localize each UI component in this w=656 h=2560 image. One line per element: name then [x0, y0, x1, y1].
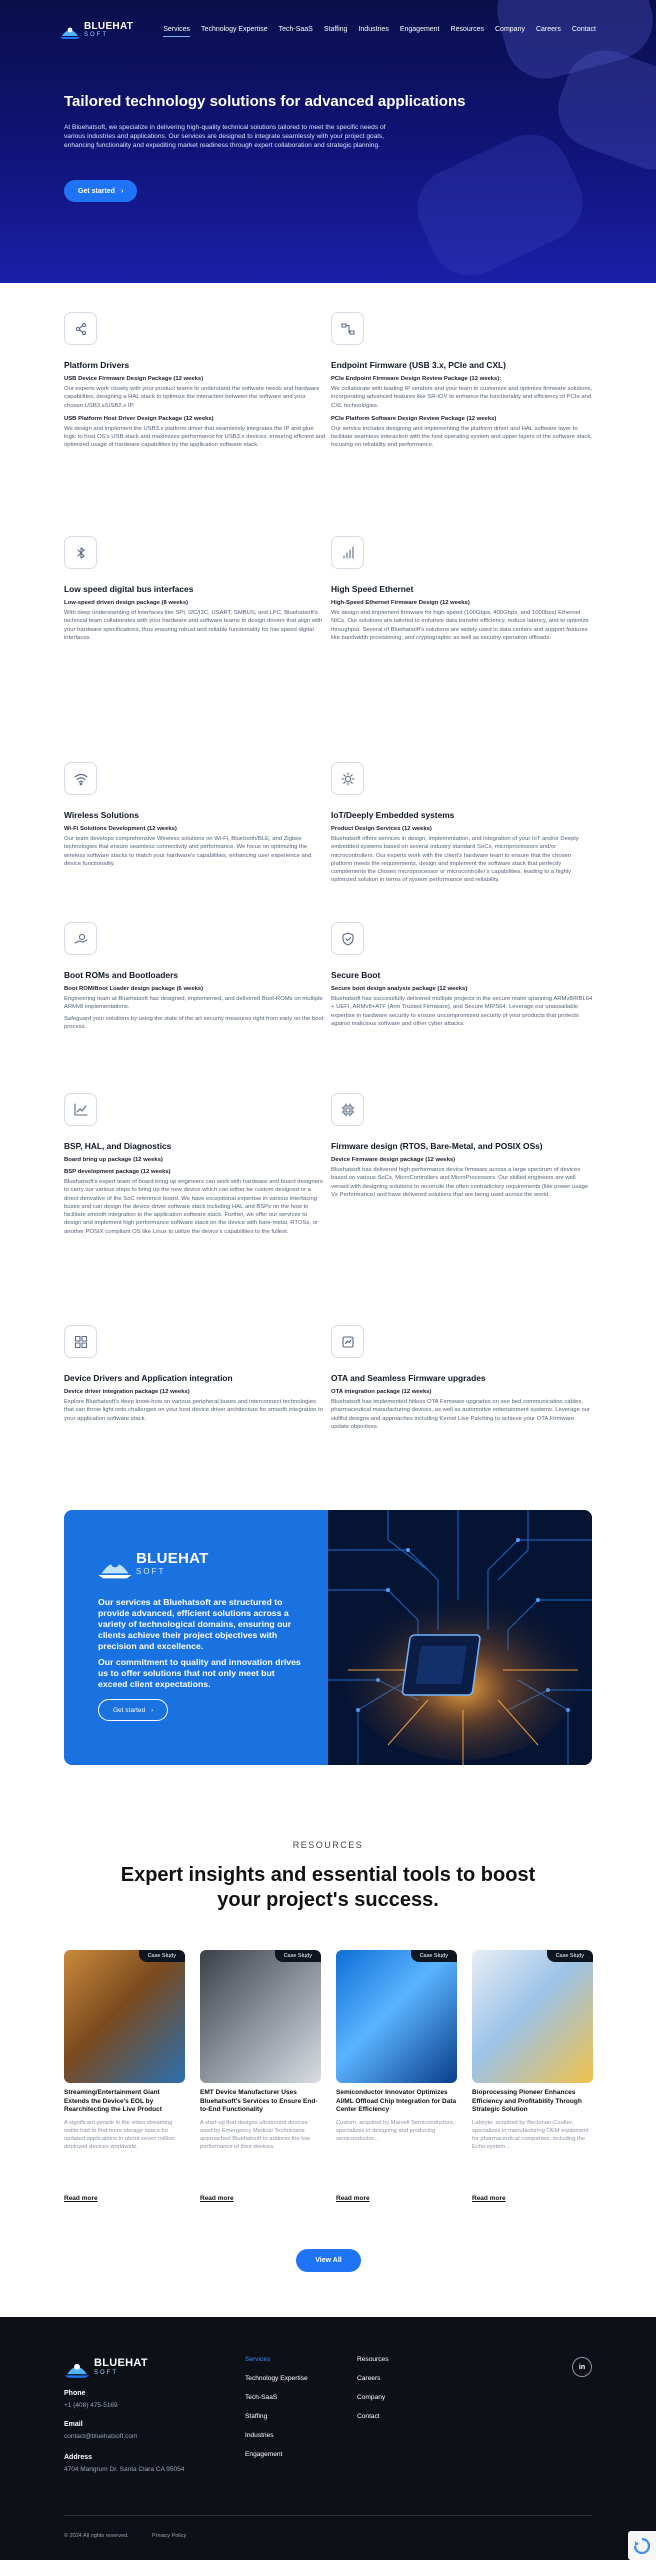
read-more-link[interactable]: Read more	[200, 2195, 234, 2202]
case-study-card[interactable]	[336, 1950, 457, 2202]
case-study-title[interactable]: EMT Device Manufacturer Uses Bluehatsoft's Services to Ensure End-to-End Functionality	[200, 2089, 318, 2113]
case-study-title[interactable]: Semiconductor Innovator Optimizes AI/ML Offload Chip Integration for Data Center Efficiency	[336, 2089, 457, 2113]
service-title: Boot ROMs and Bootloaders	[64, 970, 178, 980]
bluehat-logo-icon	[64, 2357, 90, 2379]
hero-decor-shape	[404, 121, 595, 283]
service-title: Endpoint Firmware (USB 3.x, PCIe and CXL)	[331, 360, 506, 370]
service-title: BSP, HAL, and Diagnostics	[64, 1141, 172, 1151]
nav-item-technology-expertise[interactable]: Technology Expertise	[201, 25, 268, 33]
brand-name: BLUEHAT	[84, 21, 134, 32]
footer-link-contact[interactable]: Contact	[357, 2413, 380, 2420]
email-value[interactable]: contact@bluehatsoft.com	[64, 2433, 138, 2440]
service-description: Our service includes designing and implementing the platform driver and HAL software layer to facilitate seamless interaction with the host operating system and upper layers of the software stack, focusing on reliability and performance.	[331, 425, 592, 449]
main-menu	[163, 26, 596, 37]
service-title: Wireless Solutions	[64, 810, 139, 820]
update-icon	[331, 1325, 364, 1358]
footer-nav-col-2	[357, 2356, 389, 2432]
nav-item-staffing[interactable]: Staffing	[323, 25, 348, 33]
button-label: View All	[315, 2257, 342, 2264]
hero-section	[0, 0, 656, 283]
service-description: We design and implement firmware for high-speed (100Gbps, 400Gbps, and 1000bps) Ethernet NICs. Our solutions are tailored to enhance data transfer efficiency, reduce latency, and to optimize throughput. Several of Bluehatsoft's solutions are widely used in data centers and support features like bandwidth provisioning, and cryptographic as well as security operation offloads.	[331, 610, 589, 641]
button-label: Get started	[113, 1706, 146, 1714]
footer-link-company[interactable]: Company	[357, 2394, 386, 2401]
banner-text-2: Our commitment to quality and innovation drives us to offer solutions that not only meet but exceed client expectations.	[98, 1657, 301, 1689]
bluehat-logo-icon	[98, 1550, 132, 1580]
service-card	[64, 922, 326, 1031]
service-card	[331, 1093, 593, 1199]
service-package-title: BSP development package (12 weeks)	[64, 1169, 171, 1175]
footer-divider	[64, 2515, 592, 2516]
grid-icon	[64, 1325, 97, 1358]
case-study-excerpt: Custom, acquired by Marvell Semiconductors, specializes in designing and producing semiconductor...	[336, 2119, 455, 2142]
service-package-title: Secure boot design analysis package (12 weeks)	[331, 986, 468, 992]
nav-item-contact[interactable]: Contact	[571, 25, 596, 33]
service-package-title: OTA integration package (12 weeks)	[331, 1389, 432, 1395]
top-nav	[60, 20, 596, 42]
flow-icon	[331, 312, 364, 345]
case-study-card[interactable]	[472, 1950, 593, 2202]
service-description: Explore Bluehatsoft's deep know-how on various peripheral buses and interconnect technologies that can throw light onto challenges on your host device driver architecture for smooth integration to your application software stack.	[64, 1399, 324, 1422]
service-package-title: Boot ROM/Boot Loader design package (6 weeks)	[64, 986, 204, 992]
case-study-card[interactable]	[64, 1950, 185, 2202]
service-card	[331, 536, 593, 642]
banner-logo	[98, 1550, 209, 1580]
service-description: Safeguard your solutions by using the state of the art security measures right from early on the boot process.	[64, 1015, 324, 1030]
brand-name: BLUEHAT	[94, 2357, 148, 2369]
email-label: Email	[64, 2421, 83, 2428]
banner-get-started-button[interactable]	[98, 1699, 168, 1721]
service-package-title: Device Firmware design package (12 weeks)	[331, 1157, 456, 1163]
chart-line-icon	[64, 1093, 97, 1126]
case-study-card[interactable]	[200, 1950, 321, 2202]
service-title: Firmware design (RTOS, Bare-Metal, and POSIX OSs)	[331, 1141, 543, 1151]
service-card	[331, 1325, 593, 1431]
case-study-title[interactable]: Streaming/Entertainment Giant Extends the Device's EOL by Rearchitecting the Live Product	[64, 2089, 162, 2113]
service-package-title: USB Platform Host Driver Design Package (12 weeks)	[64, 415, 214, 422]
nav-item-tech-saas[interactable]: Tech-SaaS	[278, 25, 313, 33]
footer-logo[interactable]	[64, 2357, 148, 2379]
case-study-excerpt: A start-up that designs ultrasound devices used by Emergency Medical Technicians approached Bluehatsoft to address the low performance of their devices.	[200, 2119, 310, 2150]
service-title: Secure Boot	[331, 970, 381, 980]
read-more-link[interactable]: Read more	[472, 2195, 506, 2202]
service-description: Engineering team at Bluehatsoft has designed, implemented, and delivered Boot-ROMs on multiple ARMv8 implementations.	[64, 996, 323, 1011]
service-card	[331, 922, 593, 1028]
recaptcha-badge[interactable]	[628, 2531, 656, 2560]
service-package-title: PCIe Platform Software Design Review Package (12 weeks)	[331, 415, 497, 422]
footer-link-resources[interactable]: Resources	[357, 2356, 389, 2363]
cta-banner	[64, 1510, 592, 1765]
chevron-right-icon: ›	[120, 187, 124, 195]
footer-link-staffing[interactable]: Staffing	[245, 2413, 268, 2420]
privacy-policy-link[interactable]: Privacy Policy	[152, 2533, 187, 2539]
case-study-image	[200, 1950, 321, 2083]
nav-item-services[interactable]: Services	[163, 26, 190, 37]
service-card	[331, 312, 593, 450]
recaptcha-icon	[634, 2538, 650, 2554]
nav-item-resources[interactable]: Resources	[450, 25, 484, 33]
signal-bars-icon	[331, 536, 364, 569]
service-description: We collaborate with leading IP vendors and your team to customize and optimize firmware solutions, incorporating advanced features like SR-IOV to enhance the functionality and efficiency of PCIe and CXL technologies.	[331, 386, 593, 409]
footer-link-careers[interactable]: Careers	[357, 2375, 381, 2382]
nav-item-careers[interactable]: Careers	[535, 25, 561, 33]
gear-hand-icon	[64, 922, 97, 955]
hero-title: Tailored technology solutions for advanced applications	[64, 93, 466, 110]
case-study-badge: Case Study	[547, 1950, 593, 1962]
nav-item-industries[interactable]: Industries	[358, 25, 389, 33]
wifi-icon	[64, 762, 97, 795]
service-title: IoT/Deeply Embedded systems	[331, 810, 455, 820]
shield-check-icon	[331, 922, 364, 955]
brand-logo[interactable]	[60, 22, 133, 40]
chevron-right-icon: ›	[151, 1706, 154, 1714]
chip-icon	[331, 1093, 364, 1126]
service-package-title: Product Design Services (12 weeks)	[331, 826, 432, 832]
address-value: 4704 Mangrum Dr. Santa Clara CA 95054	[64, 2466, 185, 2473]
phone-label: Phone	[64, 2390, 86, 2397]
case-study-badge: Case Study	[275, 1950, 321, 1962]
read-more-link[interactable]: Read more	[336, 2195, 370, 2202]
case-study-badge: Case Study	[411, 1950, 457, 1962]
service-description: With deep understanding of interfaces like SPI, I2C/I3C, USART, SMBUS, and LPC, Bluehatsoft's technical team collaborates with your hardware and software teams to design drivers that align with your hardware specifications, thus ensuring robust and reliable functionality for low speed digital interfaces.	[64, 610, 323, 641]
bluetooth-icon	[64, 536, 97, 569]
service-package-title: Wi-Fi Solutions Development (12 weeks)	[64, 826, 177, 832]
service-package-title: PCIe Endpoint Firmware Design Review Package (12 weeks):	[331, 376, 502, 382]
service-description: Bluehatsoft has successfully delivered multiple projects in the secure realm spanning ARMv8/RBL64 + UEFI, ARMv8+ATF (Arm Trusted Firmware), and Secure MIPS64. Leverage our unassailable expertise in hardware security to ensure uncompromised security of your products that protects against malicious software and other cyber attacks.	[331, 996, 593, 1027]
banner-text-1: Our services at Bluehatsoft are structured to provide advanced, efficient solutions across a variety of technological domains, ensuring our clients achieve their project objectives with precision and excellence.	[98, 1597, 292, 1651]
service-card	[64, 1093, 326, 1236]
phone-value[interactable]: +1 (408) 475-5169	[64, 2402, 118, 2409]
service-description: Our team develops comprehensive Wireless solutions on Wi-Fi, Bluetooth/BLE, and Zigbee technologies that ensure seamless connectivity and performance. We focus on optimizing the wireless software stacks to match your hardware's capabilities, enhancing user experience and device functionality.	[64, 836, 312, 867]
footer-link-tech-saas[interactable]: Tech-SaaS	[245, 2394, 278, 2401]
service-description: Bluehatsoft has delivered high performance device firmware across a large spectrum of devices based on various SoCs, MicroControllers and MicroProcessors. Our skilled engineers are well versed with designing solutions to reconcile the often contradictory requirements (like power usage Vs Performance) and have delivered solutions that are being used across the world.	[331, 1167, 589, 1198]
service-card	[64, 312, 326, 450]
footer-nav-col-1	[245, 2356, 308, 2470]
service-title: OTA and Seamless Firmware upgrades	[331, 1373, 486, 1383]
footer	[0, 2317, 656, 2560]
service-description: Bluehatsoft offers services in design, implementation, and integration of your IoT and/or Deeply embedded systems based on several industry standard SoCs, microprocessors and/or microcontrollers. Our experts work with the client's hardware team to ensure that the chosen platform meets the requirements, design and implement the software stack that perfectly complements the chosen microprocessor or microcontroller's capabilities, leading to a highly optimized solution in terms of system performance and reliability.	[331, 836, 579, 884]
nav-item-engagement[interactable]: Engagement	[399, 25, 440, 33]
service-description: Our experts work closely with your product teams to understand the software needs and hardware capabilities, designing a HAL stack to optimize the interaction between the software and your chosen USB3.x/USB2.x IP.	[64, 386, 320, 409]
case-study-image	[472, 1950, 593, 2083]
service-description: Bluehatsoft's expert team of board bring up engineers can work with hardware and board designers to carry our various steps to bring up the new device which can either be custom designed or a direct derivative of the SoC reference board. We have exceptional expertise in various interfacing buses and can design the device driver software stack including HAL and BSPs on the host to facilitate smooth integration to the application software stack. Further, we offer our services to design and implement high performance software stack on the device with bare-metal, RTOSs, or another POSIX compliant OS like Linux to utilize the device's capabilities to the fullest.	[64, 1179, 323, 1235]
service-card	[64, 1325, 326, 1423]
copyright-text: © 2024 All rights reserved.	[64, 2533, 129, 2539]
brand-sub: SOFT	[94, 2370, 118, 2376]
cta-banner-text-panel	[64, 1510, 328, 1765]
brand-name: BLUEHAT	[136, 1550, 209, 1567]
button-label: Get started	[78, 187, 115, 195]
linkedin-icon[interactable]: in	[572, 2357, 592, 2377]
case-study-image	[336, 1950, 457, 2083]
footer-link-engagement[interactable]: Engagement	[245, 2451, 283, 2458]
case-study-title[interactable]: Bioprocessing Pioneer Enhances Efficiency and Profitability Through Strategic Solution	[472, 2089, 582, 2113]
service-package-title: Low-speed driven design package (8 weeks)	[64, 600, 189, 606]
gear-icon	[331, 762, 364, 795]
network-icon	[64, 312, 97, 345]
service-card	[331, 762, 593, 885]
service-title: Low speed digital bus interfaces	[64, 584, 194, 594]
service-description: We design and implement the USB3.x platform driver that seamlessly integrates the IP and glue logic to host OS's USB stack and maximizes performance for USB3.x devices, ensuring efficient and optimized usage of hardware capabilities by the application software stack.	[64, 425, 326, 449]
service-card	[64, 536, 326, 642]
service-package-title: USB Device Firmware Design Package (12 weeks)	[64, 376, 204, 382]
view-all-button[interactable]	[296, 2249, 361, 2272]
hero-get-started-button[interactable]	[64, 180, 137, 202]
service-title: Device Drivers and Application integration	[64, 1373, 233, 1383]
service-description: Bluehatsoft has implemented hitless OTA Firmware upgrades on see bed communication cables, pharmaceutical manufacturing devices, as well as automotive entertainment systems. Leverage our skillful designs and approaches including Kernel Live Patching to achieve your OTA Firmware update objectives.	[331, 1399, 590, 1430]
service-package-title: Board bring up package (12 weeks)	[64, 1157, 163, 1163]
footer-link-industries[interactable]: Industries	[245, 2432, 274, 2439]
service-package-title: Device driver integration package (12 weeks)	[64, 1389, 190, 1395]
service-card	[64, 762, 326, 868]
address-label: Address	[64, 2454, 93, 2461]
brand-sub: SOFT	[84, 32, 108, 38]
nav-item-company[interactable]: Company	[495, 25, 525, 33]
footer-link-technology-expertise[interactable]: Technology Expertise	[245, 2375, 308, 2382]
case-study-image	[64, 1950, 185, 2083]
circuit-chip-illustration	[328, 1510, 592, 1765]
circuit-board-image	[328, 1510, 592, 1765]
resources-label: RESOURCES	[292, 1840, 364, 1850]
hero-text: At Bluehatsoft, we specialize in delivering high-quality technical solutions tailored to meet the specific needs of various industries and applications. Our services are designed to integrate seamlessly with your project goals, enhancing functionality and expediting market readiness through expert collaboration and strategic planning.	[64, 124, 386, 149]
footer-link-services[interactable]: Services	[245, 2356, 271, 2363]
case-study-badge: Case Study	[139, 1950, 185, 1962]
service-title: High Speed Ethernet	[331, 584, 414, 594]
case-study-excerpt: A significant people in the video streaming realm had to find more storage space for updated applications in about seven million deployed devices worldwide.	[64, 2119, 175, 2150]
service-package-title: High-Speed Ethernet Firmware Design (12 weeks)	[331, 600, 470, 606]
bluehat-logo-icon	[60, 22, 80, 40]
resources-title: Expert insights and essential tools to boost your project's success.	[120, 1864, 536, 1911]
case-study-excerpt: Labsyte, acquired by Beckman-Coulter, specializes in manufacturing OEM equipment for pharmaceutical companies, including the Echo system...	[472, 2119, 589, 2150]
read-more-link[interactable]: Read more	[64, 2195, 98, 2202]
brand-sub: SOFT	[136, 1567, 166, 1576]
service-title: Platform Drivers	[64, 360, 130, 370]
